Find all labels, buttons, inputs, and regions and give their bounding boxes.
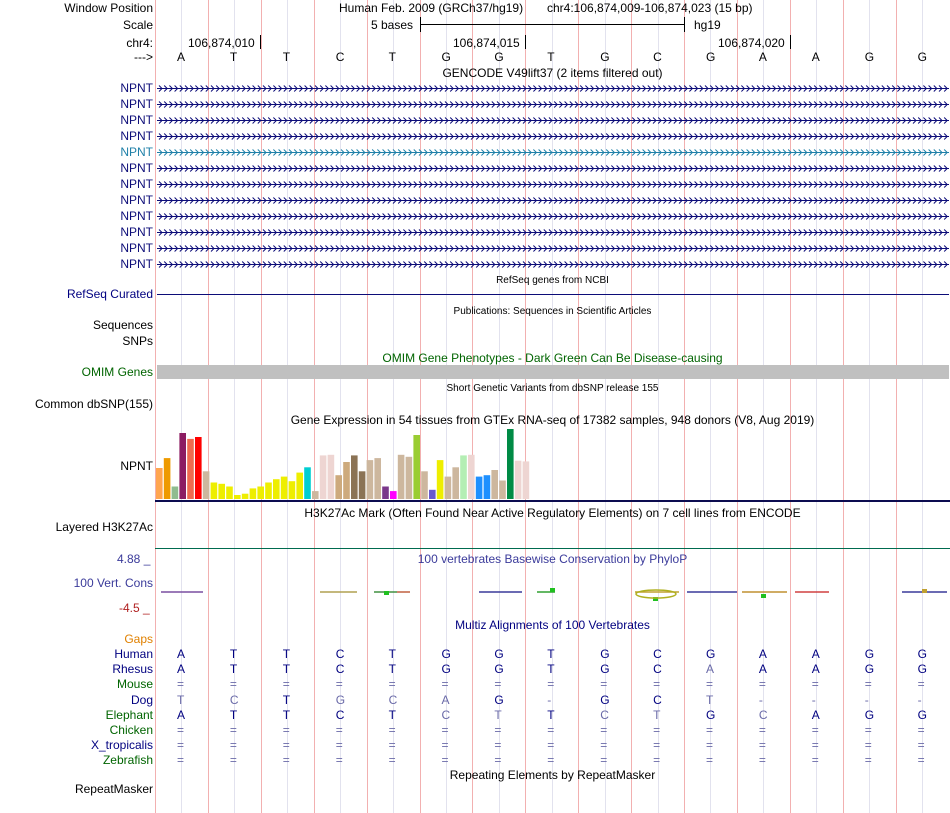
species-label[interactable]: Elephant [105,707,153,722]
alignment-base: G [917,647,927,661]
snps-label[interactable]: SNPs [122,334,153,348]
omim-track-label[interactable]: OMIM Genes [81,365,153,379]
gencode-transcript-label[interactable]: NPNT [120,209,153,223]
alignment-base: = [811,677,819,692]
gencode-transcript-label[interactable]: NPNT [120,257,153,271]
gencode-transcript-label[interactable]: NPNT [120,97,153,111]
gencode-transcript-arrows[interactable] [157,211,949,222]
alignment-base: G [441,662,451,677]
transcript-path[interactable] [157,182,949,188]
phylop-peak [550,588,555,592]
phylop-track-label[interactable]: 100 Vert. Cons [73,576,153,590]
alignment-base: A [758,662,767,677]
ruler-base: T [547,50,555,64]
scale-label: Scale [122,18,153,32]
gtex-tissue-bar[interactable] [179,433,186,499]
alignment-base: G [335,692,346,707]
phylop-peak [922,589,927,593]
transcript-path[interactable] [157,214,949,220]
alignment-base: G [494,647,504,661]
alignment-base: T [388,662,396,677]
refseq-track-label[interactable]: RefSeq Curated [66,287,153,301]
alignment-base: A [441,692,450,707]
ruler-base: G [917,50,927,64]
alignment-base: = [494,677,502,692]
phylop-peak [384,591,389,595]
alignment-base: = [547,738,555,753]
scale-bar [420,24,684,25]
alignment-base: = [335,753,343,768]
ruler-position-3: 106,874,020 [718,36,785,50]
alignment-base: G [864,647,875,661]
gencode-track-title: GENCODE V49lift37 (2 items filtered out) [442,66,663,80]
alignment-base: A [706,662,715,677]
gtex-tissue-bar[interactable] [507,429,514,499]
alignment-base: G [864,662,875,677]
alignment-base: = [706,753,714,768]
alignment-base: G [706,707,716,722]
gencode-transcript-arrows[interactable] [157,83,949,94]
alignment-base: A [177,647,186,661]
gtex-tissue-bar[interactable] [445,477,452,499]
alignment-base: = [494,753,502,768]
gtex-tissue-bar[interactable] [367,460,374,499]
gtex-tissue-bar[interactable] [289,481,296,499]
species-label[interactable]: X_tropicalis [90,738,153,753]
alignment-base: T [177,692,185,707]
transcript-path[interactable] [157,230,949,236]
gencode-transcript-label[interactable]: NPNT [120,193,153,207]
alignment-base: = [706,738,714,753]
window-coordinates[interactable]: chr4:106,874,009-106,874,023 (15 bp) [547,1,753,15]
gencode-transcript-arrows[interactable] [157,147,949,158]
ruler-base: A [811,50,820,64]
alignment-base: = [335,738,343,753]
gtex-tissue-bar[interactable] [491,470,498,499]
h3k27ac-track-title: H3K27Ac Mark (Often Found Near Active Regulatory Elements) on 7 cell lines from ENCODE [304,506,801,520]
alignment-base: = [653,753,661,768]
gtex-tissue-bar[interactable] [320,455,327,499]
alignment-base: A [177,662,186,677]
alignment-base: = [282,723,290,737]
alignment-base: = [177,738,185,753]
gtex-tissue-bar[interactable] [429,490,436,499]
alignment-base: T [706,692,714,707]
gtex-tissue-bar[interactable] [359,471,366,499]
gtex-tissue-bar[interactable] [296,473,303,499]
grid-line [155,0,156,813]
alignment-base: - [547,692,552,707]
transcript-path[interactable] [157,262,949,268]
gtex-tissue-bar[interactable] [406,457,413,499]
alignment-base: C [388,692,398,707]
alignment-base: C [653,662,662,677]
gtex-expression-chart[interactable] [155,425,555,501]
alignment-base: = [600,738,608,753]
ruler-position-1: 106,874,010 [188,36,255,50]
alignment-base: = [388,677,396,692]
assembly-label: Human Feb. 2009 (GRCh37/hg19) [339,1,524,15]
transcript-path[interactable] [157,118,949,124]
alignment-base: = [388,723,396,737]
alignment-base: C [653,692,662,707]
omim-phenotype-bar[interactable] [157,365,949,379]
gaps-label[interactable]: Gaps [124,632,153,646]
alignment-base: = [335,723,343,737]
alignment-base: T [282,647,291,661]
alignment-base: A [811,662,820,677]
ruler-base: A [758,50,767,64]
gencode-transcript-label[interactable]: NPNT [120,145,153,159]
alignment-base: C [653,647,662,661]
transcript-path[interactable] [157,86,949,92]
transcript-path[interactable] [157,166,949,172]
alignment-base: C [335,662,345,677]
phylop-peak [761,594,766,598]
gtex-tissue-bar[interactable] [226,487,233,500]
alignment-base: = [547,723,555,737]
gtex-tissue-bar[interactable] [437,460,444,499]
gtex-tissue-bar[interactable] [499,481,506,500]
alignment-base: = [917,738,925,753]
gtex-tissue-bar[interactable] [281,477,288,499]
alignment-base: T [494,707,502,722]
alignment-base: = [917,723,925,737]
gtex-tissue-bar[interactable] [195,437,202,499]
scale-bar-left-tick [420,17,421,32]
alignment-base: = [758,677,766,692]
gtex-tissue-bar[interactable] [156,468,163,499]
gtex-tissue-bar[interactable] [484,475,491,499]
gtex-track-divider [155,500,950,502]
gtex-tissue-bar[interactable] [234,495,241,499]
gencode-transcript-arrows[interactable] [157,227,949,238]
h3k27ac-signal-line[interactable] [155,548,950,549]
gencode-transcript-label[interactable]: NPNT [120,161,153,175]
gtex-tissue-bar[interactable] [312,491,319,499]
alignment-base: = [388,738,396,753]
gtex-tissue-bar[interactable] [164,458,171,499]
alignment-base: = [811,738,819,753]
phylop-track-title: 100 vertebrates Basewise Conservation by PhyloP [417,552,688,566]
alignment-base: T [229,647,238,661]
sequences-label[interactable]: Sequences [92,318,153,332]
alignment-base: = [917,753,925,768]
alignment-base: C [441,707,451,722]
omim-track-title: OMIM Gene Phenotypes - Dark Green Can Be Disease-causing [382,351,723,365]
alignment-base: T [547,662,555,677]
gencode-transcript-label[interactable]: NPNT [120,113,153,127]
alignment-base: G [706,647,716,661]
gtex-tissue-bar[interactable] [476,477,483,499]
gencode-transcript-arrows[interactable] [157,131,949,142]
gtex-track-title: Gene Expression in 54 tissues from GTEx RNA-seq of 17382 samples, 948 donors (V8, Aug 2019) [290,413,815,427]
alignment-base: - [811,692,816,707]
alignment-base: G [917,662,927,677]
transcript-path[interactable] [157,102,949,108]
strand-label[interactable]: ---> [134,50,153,64]
alignment-base: = [600,677,608,692]
window-position-label: Window Position [64,1,153,15]
alignment-base: = [653,677,661,692]
ruler-base: C [335,50,345,64]
gtex-tissue-bar[interactable] [523,461,530,499]
gencode-transcript-label[interactable]: NPNT [120,129,153,143]
gencode-transcript-arrows[interactable] [157,179,949,190]
ruler-position-2: 106,874,015 [453,36,520,50]
alignment-base: C [758,707,768,722]
alignment-base: = [441,738,449,753]
alignment-base: = [864,677,872,692]
alignment-base: = [758,753,766,768]
gtex-tissue-bar[interactable] [335,475,342,499]
gtex-tissue-bar[interactable] [328,455,335,499]
alignment-base: T [388,707,396,722]
alignment-base: = [177,753,185,768]
repeatmasker-track-label[interactable]: RepeatMasker [74,782,153,796]
gencode-transcript-label[interactable]: NPNT [120,177,153,191]
alignment-base: = [758,738,766,753]
species-label[interactable]: Zebrafish [102,753,153,768]
phylop-highlight [636,590,676,598]
alignment-base: = [811,753,819,768]
transcript-path[interactable] [157,134,949,140]
ruler-tick-3 [790,35,791,49]
alignment-base: = [388,753,396,768]
alignment-base: T [388,647,396,661]
ruler-base: G [494,50,504,64]
alignment-base: G [600,662,610,677]
dbsnp-track-label[interactable]: Common dbSNP(155) [34,397,153,411]
gtex-tissue-bar[interactable] [273,479,280,499]
alignment-base: = [653,738,661,753]
gencode-transcript-arrows[interactable] [157,259,949,270]
dbsnp-track-title: Short Genetic Variants from dbSNP release 155 [446,383,659,394]
gtex-gene-label[interactable]: NPNT [120,459,153,473]
alignment-base: T [282,707,291,722]
gtex-tissue-bar[interactable] [398,455,405,499]
alignment-base: G [600,692,610,707]
species-label[interactable]: Rhesus [112,662,153,677]
gencode-transcript-arrows[interactable] [157,163,949,174]
gencode-transcript-label[interactable]: NPNT [120,225,153,239]
ruler-base: G [864,50,875,64]
scale-bases-text: 5 bases [371,18,414,32]
alignment-base: C [229,692,239,707]
gtex-tissue-bar[interactable] [413,435,420,499]
phylop-min-label: -4.5 _ [119,601,150,615]
gtex-tissue-bar[interactable] [374,458,381,499]
alignment-base: C [335,647,345,661]
gtex-tissue-bar[interactable] [304,467,311,499]
alignment-base: A [811,707,820,722]
alignment-base: T [653,707,661,722]
alignment-base: - [758,692,763,707]
alignment-base: G [494,692,504,707]
alignment-base: = [282,677,290,692]
ruler-base: T [229,50,238,64]
alignment-base: = [229,738,237,753]
alignment-base: = [864,738,872,753]
multiz-track-title: Multiz Alignments of 100 Vertebrates [455,618,650,632]
phylop-max-label: 4.88 _ [117,552,151,566]
gtex-tissue-bar[interactable] [211,483,218,500]
gencode-transcript-arrows[interactable] [157,115,949,126]
alignment-base: = [229,723,237,737]
alignment-base: C [335,707,345,722]
gtex-tissue-bar[interactable] [250,488,257,499]
alignment-base: = [335,677,343,692]
gtex-tissue-bar[interactable] [452,467,459,499]
ruler-base: T [388,50,396,64]
ruler-base: G [441,50,451,64]
gencode-transcript-arrows[interactable] [157,243,949,254]
ruler-tick-2 [525,35,526,49]
chrom-label: chr4: [126,36,153,50]
gencode-transcript-arrows[interactable] [157,99,949,110]
ruler-base: A [177,50,186,64]
refseq-track-title: RefSeq genes from NCBI [496,275,609,286]
alignment-base: = [864,753,872,768]
alignment-base: C [600,707,609,722]
gtex-tissue-bar[interactable] [242,494,249,499]
alignment-base: = [177,677,185,692]
species-label[interactable]: Chicken [109,723,153,737]
alignment-base: G [864,707,875,722]
alignment-base: T [282,692,291,707]
alignment-base: = [441,753,449,768]
species-label[interactable]: Human [114,647,153,661]
alignment-base: = [706,723,714,737]
alignment-base: = [917,677,925,692]
gtex-tissue-bar[interactable] [421,471,428,499]
alignment-base: T [229,662,238,677]
alignment-base: T [547,707,555,722]
ruler-tick-1 [260,35,261,49]
transcript-path[interactable] [157,246,949,252]
transcript-path[interactable] [157,198,949,204]
gtex-tissue-bar[interactable] [382,487,389,500]
alignment-base: G [600,647,610,661]
alignment-base: = [758,723,766,737]
alignment-base: A [758,647,767,661]
alignment-base: = [547,753,555,768]
alignment-base: G [494,662,504,677]
alignment-base: = [282,738,290,753]
alignment-base: = [441,723,449,737]
alignment-base: = [600,753,608,768]
ruler-base: G [706,50,716,64]
gtex-tissue-bar[interactable] [172,487,179,500]
phylop-conservation-plot[interactable] [157,583,949,605]
alignment-base: T [282,662,291,677]
alignment-base: A [177,707,186,722]
gtex-tissue-bar[interactable] [390,491,397,499]
alignment-base: = [441,677,449,692]
alignment-base: = [864,723,872,737]
scale-db-text: hg19 [694,18,721,32]
gencode-transcript-arrows[interactable] [157,195,949,206]
gtex-tissue-bar[interactable] [351,455,358,499]
alignment-base: = [494,738,502,753]
alignment-base: = [177,723,185,737]
gencode-transcript-label[interactable]: NPNT [120,241,153,255]
refseq-gene-line[interactable] [157,294,949,295]
alignment-base: = [229,677,237,692]
gtex-tissue-bar[interactable] [265,483,272,500]
alignment-base: = [653,723,661,737]
gtex-tissue-bar[interactable] [468,455,475,499]
ruler-base: T [282,50,291,64]
alignment-base: = [706,677,714,692]
ruler-base: G [600,50,610,64]
transcript-path[interactable] [157,150,949,156]
publications-track-title: Publications: Sequences in Scientific Articles [453,306,652,317]
alignment-base: T [229,707,238,722]
gtex-tissue-bar[interactable] [203,471,210,499]
alignment-base: T [547,647,555,661]
alignment-base: - [917,692,922,707]
h3k27ac-track-label[interactable]: Layered H3K27Ac [55,520,153,534]
alignment-base: = [282,753,290,768]
gtex-tissue-bar[interactable] [460,455,467,499]
alignment-base: = [494,723,502,737]
alignment-base: = [811,723,819,737]
species-label[interactable]: Mouse [116,677,153,692]
ruler-base: C [653,50,662,64]
alignment-base: = [229,753,237,768]
alignment-base: - [864,692,869,707]
gtex-tissue-bar[interactable] [218,484,225,499]
gtex-tissue-bar[interactable] [343,462,350,499]
species-label[interactable]: Dog [130,692,153,707]
gtex-tissue-bar[interactable] [187,439,194,499]
gtex-tissue-bar[interactable] [257,487,264,500]
repeatmasker-track-title: Repeating Elements by RepeatMasker [449,768,656,782]
scale-bar-right-tick [684,17,685,32]
gtex-tissue-bar[interactable] [515,461,522,499]
alignment-base: G [917,707,927,722]
gencode-transcript-label[interactable]: NPNT [120,81,153,95]
alignment-base: = [547,677,555,692]
alignment-base: = [600,723,608,737]
alignment-base: G [441,647,451,661]
alignment-base: A [811,647,820,661]
